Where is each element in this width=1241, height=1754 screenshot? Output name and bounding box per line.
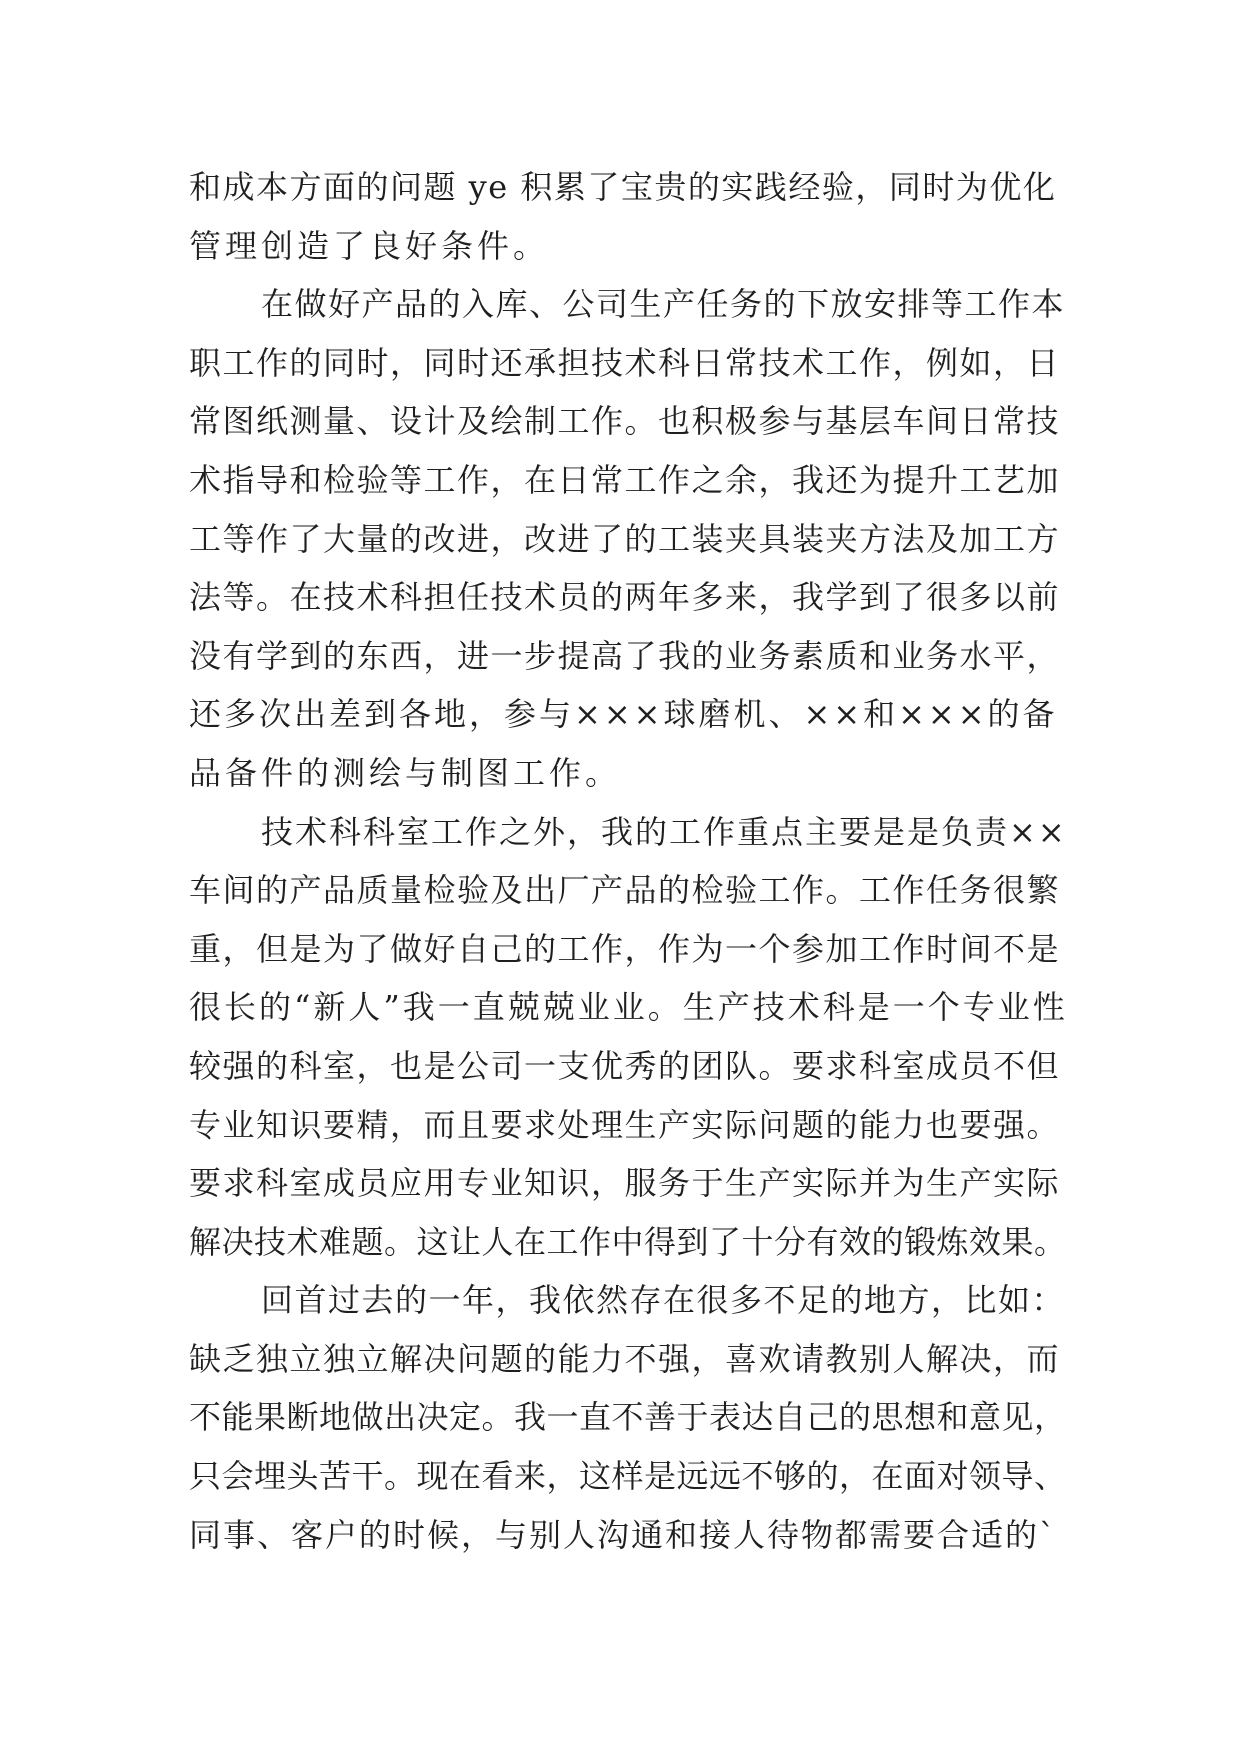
text-line: 职工作的同时，同时还承担技术科日常技术工作，例如，日 [189, 343, 1061, 382]
text-line: 专业知识要精，而且要求处理生产实际问题的能力也要强。 [189, 1105, 1061, 1144]
text-line: 常图纸测量、设计及绘制工作。也积极参与基层车间日常技 [189, 402, 1061, 441]
paragraph-first-line: 在做好产品的入库、公司生产任务的下放安排等工作本 [261, 285, 1066, 324]
text-line: 品备件的测绘与制图工作。 [189, 753, 622, 792]
text-line: 车间的产品质量检验及出厂产品的检验工作。工作任务很繁 [189, 871, 1061, 910]
text-line: 还多次出差到各地，参与×××球磨机、××和×××的备 [189, 695, 1058, 734]
text-line: 解决技术难题。这让人在工作中得到了十分有效的锻炼效果。 [189, 1222, 1067, 1261]
text-line: 和成本方面的问题 ye 积累了宝贵的实践经验，同时为优化 [189, 168, 1057, 206]
text-line: 很长的“新人”我一直兢兢业业。生产技术科是一个专业性 [189, 988, 1068, 1027]
text-line: 不能果断地做出决定。我一直不善于表达自己的思想和意见， [189, 1398, 1067, 1437]
paragraph-first-line: 回首过去的一年，我依然存在很多不足的地方，比如： [261, 1281, 1066, 1320]
text-line: 同事、客户的时候，与别人沟通和接人待物都需要合适的` [189, 1515, 1058, 1554]
paragraph-first-line: 技术科科室工作之外，我的工作重点主要是是负责×× [261, 812, 1067, 851]
text-line: 法等。在技术科担任技术员的两年多来，我学到了很多以前 [189, 578, 1061, 617]
document-body [189, 158, 1069, 1564]
text-line: 没有学到的东西，进一步提高了我的业务素质和业务水平， [189, 636, 1061, 675]
text-line: 工等作了大量的改进，改进了的工装夹具装夹方法及加工方 [189, 519, 1061, 558]
text-line: 重，但是为了做好自己的工作，作为一个参加工作时间不是 [189, 929, 1061, 968]
text-line: 术指导和检验等工作，在日常工作之余，我还为提升工艺加 [189, 460, 1061, 499]
text-line: 较强的科室，也是公司一支优秀的团队。要求科室成员不但 [189, 1046, 1061, 1085]
text-line: 只会埋头苦干。现在看来，这样是远远不够的，在面对领导、 [189, 1457, 1067, 1496]
text-line: 要求科室成员应用专业知识，服务于生产实际并为生产实际 [189, 1164, 1061, 1203]
text-line: 缺乏独立独立解决问题的能力不强，喜欢请教别人解决，而 [189, 1339, 1061, 1378]
text-line: 管理创造了良好条件。 [189, 226, 550, 265]
